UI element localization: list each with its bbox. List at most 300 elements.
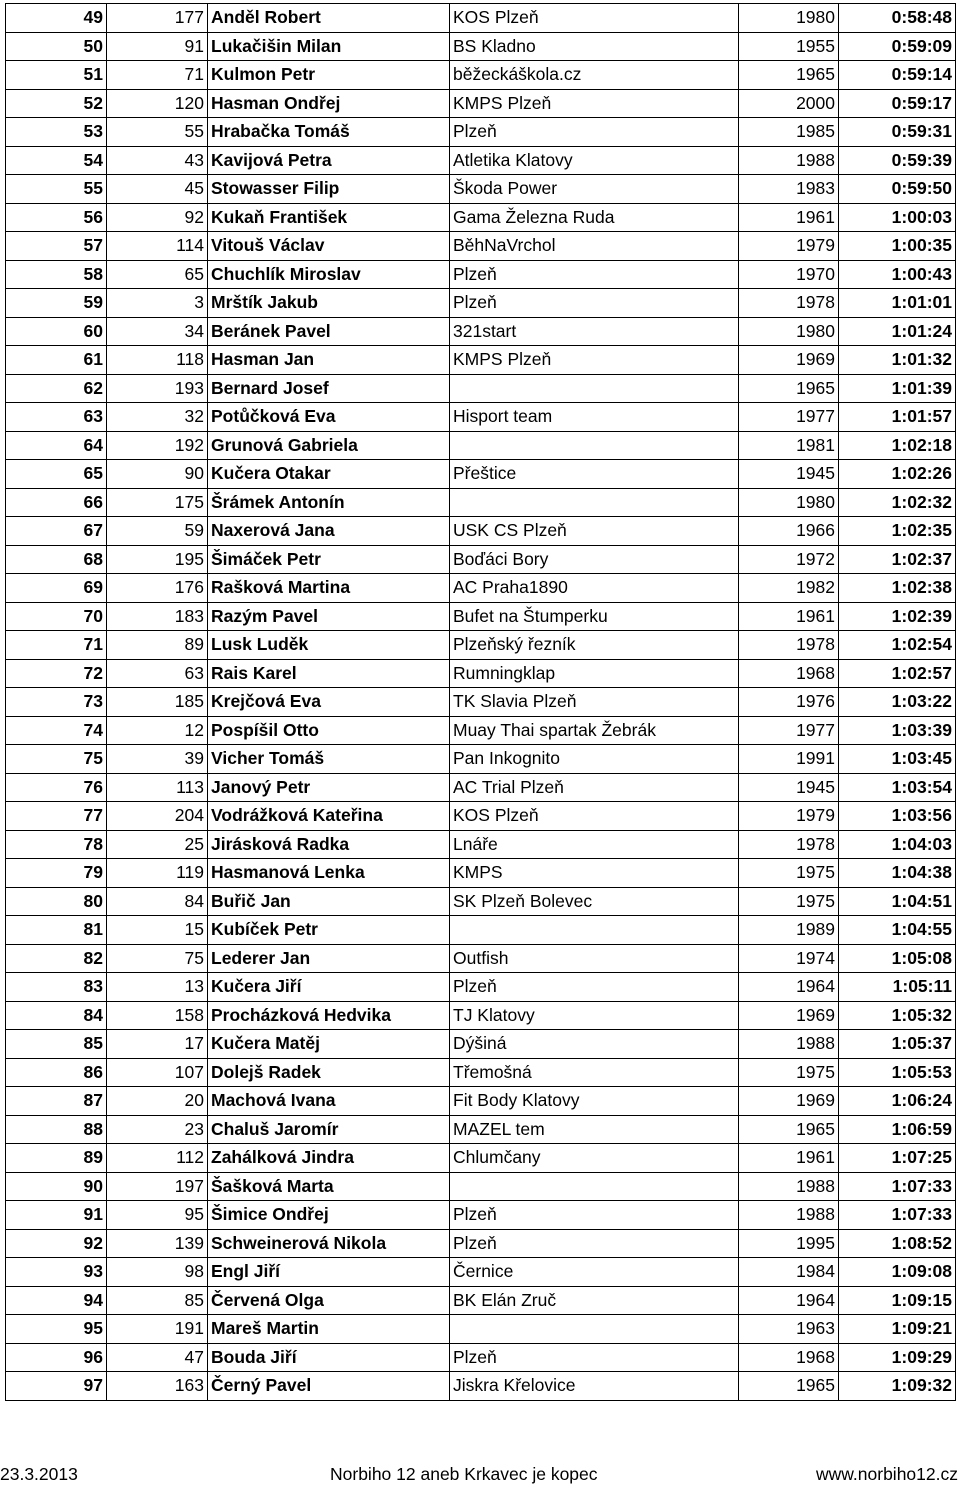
runner-name: Vicher Tomáš — [208, 745, 450, 774]
club-name: KOS Plzeň — [450, 802, 739, 831]
birth-year: 1945 — [739, 460, 839, 489]
club-name — [450, 1172, 739, 1201]
runner-name: Dolejš Radek — [208, 1058, 450, 1087]
finish-time: 1:03:45 — [839, 745, 956, 774]
club-name: Černice — [450, 1258, 739, 1287]
bib-cell: 119 — [107, 859, 208, 888]
birth-year: 1963 — [739, 1315, 839, 1344]
rank-cell: 66 — [6, 488, 107, 517]
club-name: Plzeňský řezník — [450, 631, 739, 660]
rank-cell: 89 — [6, 1144, 107, 1173]
birth-year: 1945 — [739, 773, 839, 802]
finish-time: 0:58:48 — [839, 4, 956, 33]
table-row — [6, 1030, 956, 1059]
club-name: Bufet na Štumperku — [450, 602, 739, 631]
bib-cell: 98 — [107, 1258, 208, 1287]
rank-cell: 61 — [6, 346, 107, 375]
birth-year: 1965 — [739, 374, 839, 403]
rank-cell: 97 — [6, 1372, 107, 1401]
birth-year: 1978 — [739, 289, 839, 318]
finish-time: 1:02:39 — [839, 602, 956, 631]
finish-time: 0:59:14 — [839, 61, 956, 90]
bib-cell: 84 — [107, 887, 208, 916]
birth-year: 1961 — [739, 602, 839, 631]
club-name: MAZEL tem — [450, 1115, 739, 1144]
club-name: Plzeň — [450, 260, 739, 289]
table-row — [6, 1343, 956, 1372]
runner-name: Mareš Martin — [208, 1315, 450, 1344]
bib-cell: 3 — [107, 289, 208, 318]
finish-time: 1:00:43 — [839, 260, 956, 289]
birth-year: 2000 — [739, 89, 839, 118]
birth-year: 1977 — [739, 716, 839, 745]
runner-name: Stowasser Filip — [208, 175, 450, 204]
rank-cell: 80 — [6, 887, 107, 916]
finish-time: 1:04:51 — [839, 887, 956, 916]
finish-time: 1:01:01 — [839, 289, 956, 318]
table-row — [6, 1058, 956, 1087]
rank-cell: 54 — [6, 146, 107, 175]
club-name: AC Trial Plzeň — [450, 773, 739, 802]
runner-name: Kučera Matěj — [208, 1030, 450, 1059]
table-row — [6, 61, 956, 90]
runner-name: Pospíšil Otto — [208, 716, 450, 745]
finish-time: 1:02:35 — [839, 517, 956, 546]
runner-name: Vodrážková Kateřina — [208, 802, 450, 831]
birth-year: 1995 — [739, 1229, 839, 1258]
table-row — [6, 773, 956, 802]
table-row — [6, 89, 956, 118]
finish-time: 1:07:33 — [839, 1172, 956, 1201]
bib-cell: 65 — [107, 260, 208, 289]
birth-year: 1979 — [739, 802, 839, 831]
rank-cell: 53 — [6, 118, 107, 147]
birth-year: 1984 — [739, 1258, 839, 1287]
finish-time: 1:00:35 — [839, 232, 956, 261]
birth-year: 1981 — [739, 431, 839, 460]
club-name: BěhNaVrchol — [450, 232, 739, 261]
finish-time: 1:00:03 — [839, 203, 956, 232]
table-row — [6, 346, 956, 375]
runner-name: Rašková Martina — [208, 574, 450, 603]
birth-year: 1988 — [739, 1172, 839, 1201]
finish-time: 1:03:22 — [839, 688, 956, 717]
bib-cell: 15 — [107, 916, 208, 945]
bib-cell: 185 — [107, 688, 208, 717]
club-name: Plzeň — [450, 289, 739, 318]
finish-time: 1:09:32 — [839, 1372, 956, 1401]
table-row — [6, 1286, 956, 1315]
club-name: Přeštice — [450, 460, 739, 489]
club-name: Boďáci Bory — [450, 545, 739, 574]
table-row — [6, 802, 956, 831]
bib-cell: 191 — [107, 1315, 208, 1344]
birth-year: 1983 — [739, 175, 839, 204]
finish-time: 1:05:32 — [839, 1001, 956, 1030]
table-row — [6, 1144, 956, 1173]
rank-cell: 62 — [6, 374, 107, 403]
runner-name: Janový Petr — [208, 773, 450, 802]
bib-cell: 112 — [107, 1144, 208, 1173]
runner-name: Kubíček Petr — [208, 916, 450, 945]
table-row — [6, 203, 956, 232]
bib-cell: 95 — [107, 1201, 208, 1230]
table-row — [6, 602, 956, 631]
table-row — [6, 1315, 956, 1344]
runner-name: Hasman Jan — [208, 346, 450, 375]
rank-cell: 63 — [6, 403, 107, 432]
bib-cell: 89 — [107, 631, 208, 660]
birth-year: 1974 — [739, 944, 839, 973]
rank-cell: 95 — [6, 1315, 107, 1344]
finish-time: 1:09:08 — [839, 1258, 956, 1287]
table-row — [6, 289, 956, 318]
table-row — [6, 1087, 956, 1116]
runner-name: Červená Olga — [208, 1286, 450, 1315]
runner-name: Naxerová Jana — [208, 517, 450, 546]
rank-cell: 58 — [6, 260, 107, 289]
bib-cell: 193 — [107, 374, 208, 403]
rank-cell: 59 — [6, 289, 107, 318]
birth-year: 1980 — [739, 4, 839, 33]
club-name: Gama Železna Ruda — [450, 203, 739, 232]
bib-cell: 55 — [107, 118, 208, 147]
runner-name: Engl Jiří — [208, 1258, 450, 1287]
bib-cell: 158 — [107, 1001, 208, 1030]
birth-year: 1970 — [739, 260, 839, 289]
birth-year: 1980 — [739, 488, 839, 517]
rank-cell: 73 — [6, 688, 107, 717]
runner-name: Chuchlík Miroslav — [208, 260, 450, 289]
rank-cell: 68 — [6, 545, 107, 574]
finish-time: 1:02:57 — [839, 659, 956, 688]
table-row — [6, 973, 956, 1002]
rank-cell: 55 — [6, 175, 107, 204]
table-row — [6, 146, 956, 175]
table-row — [6, 916, 956, 945]
runner-name: Kavijová Petra — [208, 146, 450, 175]
rank-cell: 57 — [6, 232, 107, 261]
runner-name: Rais Karel — [208, 659, 450, 688]
rank-cell: 50 — [6, 32, 107, 61]
club-name: Škoda Power — [450, 175, 739, 204]
club-name: Třemošná — [450, 1058, 739, 1087]
finish-time: 1:06:59 — [839, 1115, 956, 1144]
runner-name: Krejčová Eva — [208, 688, 450, 717]
runner-name: Kukaň František — [208, 203, 450, 232]
club-name: TJ Klatovy — [450, 1001, 739, 1030]
bib-cell: 43 — [107, 146, 208, 175]
finish-time: 1:07:25 — [839, 1144, 956, 1173]
club-name: Hisport team — [450, 403, 739, 432]
runner-name: Hrabačka Tomáš — [208, 118, 450, 147]
rank-cell: 90 — [6, 1172, 107, 1201]
finish-time: 1:05:53 — [839, 1058, 956, 1087]
rank-cell: 64 — [6, 431, 107, 460]
table-row — [6, 830, 956, 859]
club-name: Rumningklap — [450, 659, 739, 688]
bib-cell: 59 — [107, 517, 208, 546]
birth-year: 1980 — [739, 317, 839, 346]
birth-year: 1988 — [739, 1201, 839, 1230]
runner-name: Machová Ivana — [208, 1087, 450, 1116]
finish-time: 1:01:39 — [839, 374, 956, 403]
finish-time: 0:59:17 — [839, 89, 956, 118]
runner-name: Šimáček Petr — [208, 545, 450, 574]
birth-year: 1988 — [739, 146, 839, 175]
club-name — [450, 916, 739, 945]
bib-cell: 197 — [107, 1172, 208, 1201]
runner-name: Lusk Luděk — [208, 631, 450, 660]
table-row — [6, 716, 956, 745]
bib-cell: 163 — [107, 1372, 208, 1401]
bib-cell: 23 — [107, 1115, 208, 1144]
footer-date: 23.3.2013 — [0, 1464, 78, 1484]
finish-time: 1:02:18 — [839, 431, 956, 460]
table-row — [6, 1258, 956, 1287]
rank-cell: 74 — [6, 716, 107, 745]
birth-year: 1976 — [739, 688, 839, 717]
table-row — [6, 1372, 956, 1401]
rank-cell: 77 — [6, 802, 107, 831]
club-name: Plzeň — [450, 118, 739, 147]
club-name: Fit Body Klatovy — [450, 1087, 739, 1116]
rank-cell: 91 — [6, 1201, 107, 1230]
birth-year: 1966 — [739, 517, 839, 546]
rank-cell: 87 — [6, 1087, 107, 1116]
finish-time: 1:02:32 — [839, 488, 956, 517]
birth-year: 1969 — [739, 1087, 839, 1116]
club-name: Jiskra Křelovice — [450, 1372, 739, 1401]
table-row — [6, 1201, 956, 1230]
finish-time: 1:05:37 — [839, 1030, 956, 1059]
birth-year: 1975 — [739, 1058, 839, 1087]
club-name: Dýšiná — [450, 1030, 739, 1059]
club-name: Outfish — [450, 944, 739, 973]
table-row — [6, 1115, 956, 1144]
club-name: 321start — [450, 317, 739, 346]
finish-time: 1:01:24 — [839, 317, 956, 346]
club-name: KMPS Plzeň — [450, 89, 739, 118]
table-row — [6, 631, 956, 660]
club-name: Lnáře — [450, 830, 739, 859]
birth-year: 1982 — [739, 574, 839, 603]
finish-time: 1:03:56 — [839, 802, 956, 831]
bib-cell: 13 — [107, 973, 208, 1002]
finish-time: 1:01:57 — [839, 403, 956, 432]
runner-name: Razým Pavel — [208, 602, 450, 631]
table-row — [6, 944, 956, 973]
table-row — [6, 317, 956, 346]
bib-cell: 204 — [107, 802, 208, 831]
birth-year: 1988 — [739, 1030, 839, 1059]
table-row — [6, 488, 956, 517]
rank-cell: 67 — [6, 517, 107, 546]
page-footer — [0, 1463, 960, 1485]
bib-cell: 71 — [107, 61, 208, 90]
finish-time: 0:59:39 — [839, 146, 956, 175]
runner-name: Černý Pavel — [208, 1372, 450, 1401]
bib-cell: 12 — [107, 716, 208, 745]
bib-cell: 90 — [107, 460, 208, 489]
rank-cell: 52 — [6, 89, 107, 118]
birth-year: 1972 — [739, 545, 839, 574]
birth-year: 1985 — [739, 118, 839, 147]
table-row — [6, 431, 956, 460]
bib-cell: 120 — [107, 89, 208, 118]
runner-name: Mrštík Jakub — [208, 289, 450, 318]
club-name: USK CS Plzeň — [450, 517, 739, 546]
club-name: TK Slavia Plzeň — [450, 688, 739, 717]
table-row — [6, 1229, 956, 1258]
runner-name: Kučera Jiří — [208, 973, 450, 1002]
bib-cell: 25 — [107, 830, 208, 859]
runner-name: Zahálková Jindra — [208, 1144, 450, 1173]
runner-name: Kulmon Petr — [208, 61, 450, 90]
table-row — [6, 1001, 956, 1030]
table-row — [6, 403, 956, 432]
finish-time: 0:59:31 — [839, 118, 956, 147]
birth-year: 1965 — [739, 1115, 839, 1144]
birth-year: 1975 — [739, 887, 839, 916]
rank-cell: 76 — [6, 773, 107, 802]
runner-name: Kučera Otakar — [208, 460, 450, 489]
rank-cell: 56 — [6, 203, 107, 232]
table-row — [6, 688, 956, 717]
table-row — [6, 887, 956, 916]
runner-name: Šašková Marta — [208, 1172, 450, 1201]
finish-time: 1:02:54 — [839, 631, 956, 660]
runner-name: Jirásková Radka — [208, 830, 450, 859]
finish-time: 1:04:03 — [839, 830, 956, 859]
club-name: Muay Thai spartak Žebrák — [450, 716, 739, 745]
rank-cell: 88 — [6, 1115, 107, 1144]
bib-cell: 176 — [107, 574, 208, 603]
rank-cell: 71 — [6, 631, 107, 660]
birth-year: 1955 — [739, 32, 839, 61]
bib-cell: 114 — [107, 232, 208, 261]
rank-cell: 86 — [6, 1058, 107, 1087]
rank-cell: 85 — [6, 1030, 107, 1059]
club-name — [450, 374, 739, 403]
rank-cell: 51 — [6, 61, 107, 90]
club-name: Plzeň — [450, 973, 739, 1002]
rank-cell: 81 — [6, 916, 107, 945]
rank-cell: 82 — [6, 944, 107, 973]
finish-time: 1:04:55 — [839, 916, 956, 945]
runner-name: Šrámek Antonín — [208, 488, 450, 517]
rank-cell: 79 — [6, 859, 107, 888]
rank-cell: 94 — [6, 1286, 107, 1315]
runner-name: Hasman Ondřej — [208, 89, 450, 118]
table-row — [6, 517, 956, 546]
runner-name: Schweinerová Nikola — [208, 1229, 450, 1258]
club-name — [450, 1315, 739, 1344]
table-row — [6, 545, 956, 574]
table-row — [6, 118, 956, 147]
finish-time: 1:09:29 — [839, 1343, 956, 1372]
rank-cell: 84 — [6, 1001, 107, 1030]
birth-year: 1965 — [739, 1372, 839, 1401]
birth-year: 1975 — [739, 859, 839, 888]
footer-title: Norbiho 12 aneb Krkavec je kopec — [330, 1464, 598, 1484]
runner-name: Potůčková Eva — [208, 403, 450, 432]
table-row — [6, 1172, 956, 1201]
runner-name: Lederer Jan — [208, 944, 450, 973]
rank-cell: 65 — [6, 460, 107, 489]
club-name: SK Plzeň Bolevec — [450, 887, 739, 916]
runner-name: Vitouš Václav — [208, 232, 450, 261]
birth-year: 1964 — [739, 973, 839, 1002]
runner-name: Procházková Hedvika — [208, 1001, 450, 1030]
table-row — [6, 460, 956, 489]
birth-year: 1965 — [739, 61, 839, 90]
finish-time: 0:59:09 — [839, 32, 956, 61]
birth-year: 1969 — [739, 1001, 839, 1030]
club-name: KMPS Plzeň — [450, 346, 739, 375]
finish-time: 1:05:08 — [839, 944, 956, 973]
table-row — [6, 859, 956, 888]
bib-cell: 195 — [107, 545, 208, 574]
birth-year: 1964 — [739, 1286, 839, 1315]
bib-cell: 177 — [107, 4, 208, 33]
club-name: Plzeň — [450, 1229, 739, 1258]
finish-time: 0:59:50 — [839, 175, 956, 204]
bib-cell: 192 — [107, 431, 208, 460]
rank-cell: 78 — [6, 830, 107, 859]
runner-name: Bouda Jiří — [208, 1343, 450, 1372]
runner-name: Buřič Jan — [208, 887, 450, 916]
finish-time: 1:02:26 — [839, 460, 956, 489]
bib-cell: 63 — [107, 659, 208, 688]
club-name — [450, 431, 739, 460]
results-table-body — [6, 4, 956, 1401]
finish-time: 1:09:21 — [839, 1315, 956, 1344]
club-name: KMPS — [450, 859, 739, 888]
runner-name: Lukačišin Milan — [208, 32, 450, 61]
birth-year: 1977 — [739, 403, 839, 432]
results-table — [5, 3, 956, 1401]
birth-year: 1969 — [739, 346, 839, 375]
bib-cell: 183 — [107, 602, 208, 631]
bib-cell: 17 — [107, 1030, 208, 1059]
table-row — [6, 175, 956, 204]
birth-year: 1989 — [739, 916, 839, 945]
table-row — [6, 4, 956, 33]
finish-time: 1:03:39 — [839, 716, 956, 745]
bib-cell: 107 — [107, 1058, 208, 1087]
club-name: Chlumčany — [450, 1144, 739, 1173]
table-row — [6, 260, 956, 289]
birth-year: 1961 — [739, 203, 839, 232]
club-name: Plzeň — [450, 1343, 739, 1372]
finish-time: 1:04:38 — [839, 859, 956, 888]
birth-year: 1961 — [739, 1144, 839, 1173]
bib-cell: 139 — [107, 1229, 208, 1258]
runner-name: Anděl Robert — [208, 4, 450, 33]
bib-cell: 92 — [107, 203, 208, 232]
bib-cell: 91 — [107, 32, 208, 61]
finish-time: 1:06:24 — [839, 1087, 956, 1116]
rank-cell: 70 — [6, 602, 107, 631]
finish-time: 1:02:37 — [839, 545, 956, 574]
finish-time: 1:09:15 — [839, 1286, 956, 1315]
bib-cell: 20 — [107, 1087, 208, 1116]
rank-cell: 72 — [6, 659, 107, 688]
table-row — [6, 659, 956, 688]
club-name: Pan Inkognito — [450, 745, 739, 774]
rank-cell: 96 — [6, 1343, 107, 1372]
